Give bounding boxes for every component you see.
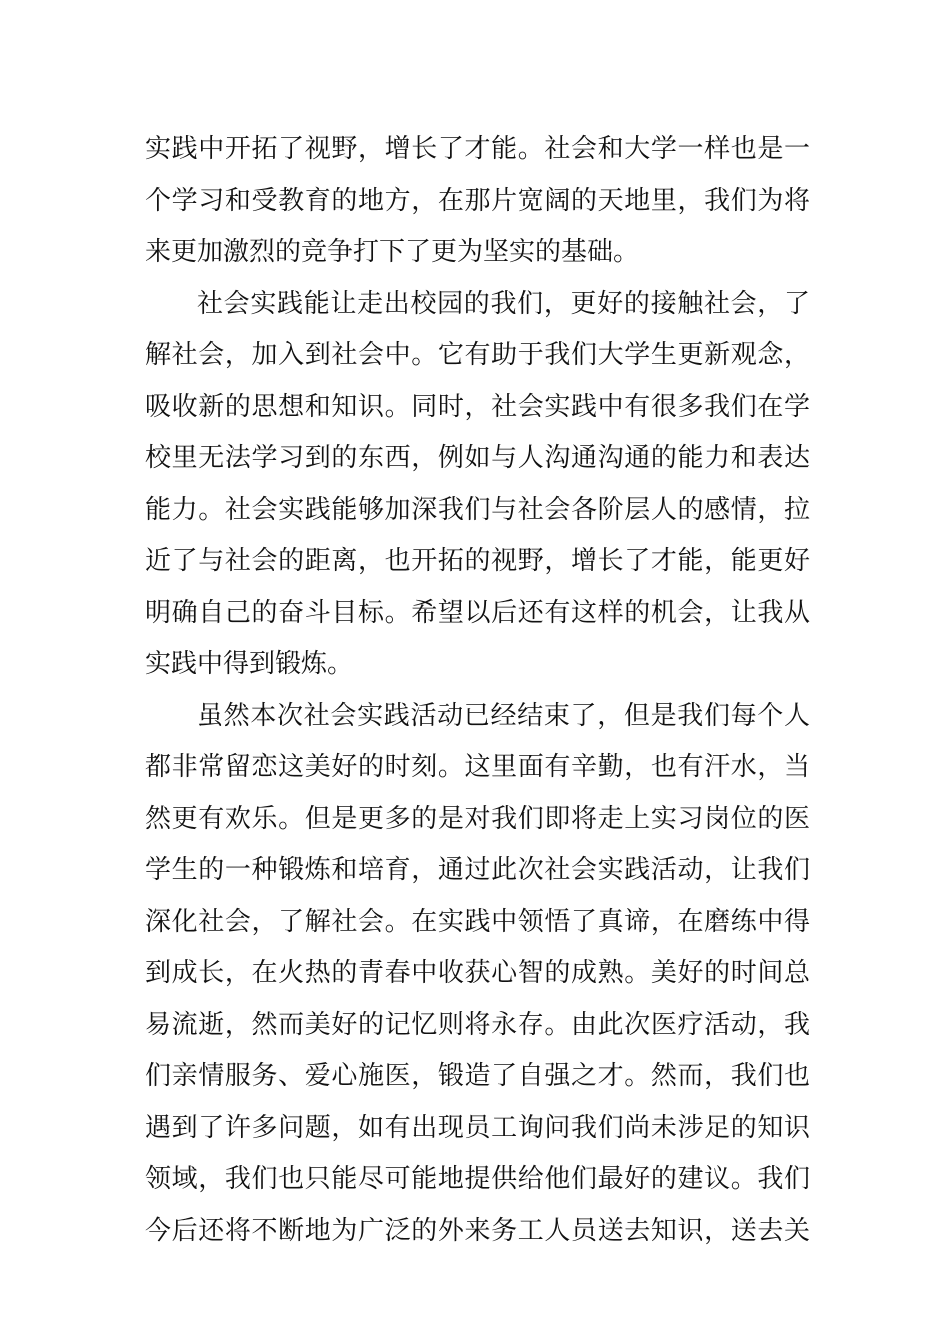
- text-line: 能力。社会实践能够加深我们与社会各阶层人的感情，拉: [145, 494, 810, 525]
- text-line: 们亲情服务、爱心施医，锻造了自强之才。然而，我们也: [145, 1061, 810, 1091]
- paragraph-1: [145, 124, 810, 279]
- text-line: 解社会，加入到社会中。它有助于我们大学生更新观念，: [145, 340, 810, 370]
- text-line: 近了与社会的距离，也开拓的视野，增长了才能，能更好: [145, 546, 810, 576]
- text-line: 都非常留恋这美好的时刻。这里面有辛勤，也有汗水，当: [145, 752, 810, 782]
- text-line: 明确自己的奋斗目标。希望以后还有这样的机会，让我从: [145, 597, 810, 628]
- text-line: 易流逝，然而美好的记忆则将永存。由此次医疗活动，我: [145, 1009, 810, 1040]
- text-line: 今后还将不断地为广泛的外来务工人员送去知识，送去关: [145, 1215, 810, 1246]
- text-line: 学生的一种锻炼和培育，通过此次社会实践活动，让我们: [145, 855, 810, 885]
- text-line: 来更加激烈的竞争打下了更为坚实的基础。: [145, 237, 640, 267]
- paragraph-3: [145, 691, 810, 1258]
- text-line: 实践中得到锻炼。: [145, 649, 354, 679]
- text-line: 社会实践能让走出校园的我们，更好的接触社会，了: [197, 288, 810, 319]
- document-body: [145, 124, 810, 1257]
- paragraph-2: [145, 279, 810, 691]
- text-line: 校里无法学习到的东西，例如与人沟通沟通的能力和表达: [145, 443, 810, 473]
- text-line: 实践中开拓了视野，增长了才能。社会和大学一样也是一: [145, 134, 810, 164]
- text-line: 然更有欢乐。但是更多的是对我们即将走上实习岗位的医: [145, 803, 810, 834]
- text-line: 吸收新的思想和知识。同时，社会实践中有很多我们在学: [145, 391, 810, 422]
- text-line: 领域，我们也只能尽可能地提供给他们最好的建议。我们: [145, 1164, 810, 1194]
- text-line: 遇到了许多问题，如有出现员工询问我们尚未涉足的知识: [145, 1112, 810, 1143]
- text-line: 个学习和受教育的地方，在那片宽阔的天地里，我们为将: [145, 185, 810, 216]
- text-line: 虽然本次社会实践活动已经结束了，但是我们每个人: [197, 700, 810, 731]
- text-line: 深化社会，了解社会。在实践中领悟了真谛，在磨练中得: [145, 906, 810, 937]
- text-line: 到成长，在火热的青春中收获心智的成熟。美好的时间总: [145, 958, 810, 988]
